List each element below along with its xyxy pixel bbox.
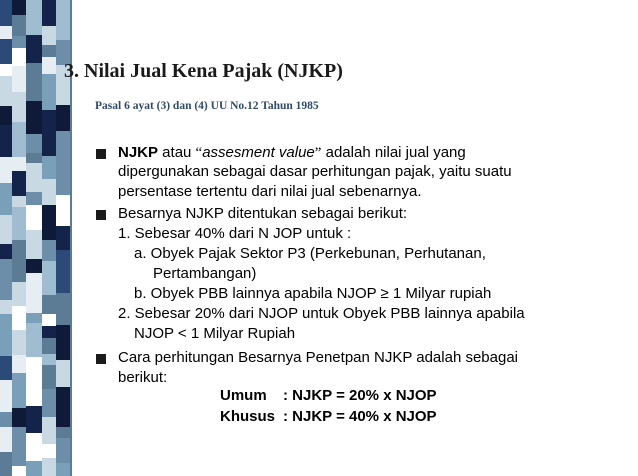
mosaic-tile xyxy=(42,57,56,74)
slide-title: 3. Nilai Jual Kena Pajak (NJKP) xyxy=(64,60,343,82)
mosaic-tile xyxy=(0,157,12,183)
mosaic-tile xyxy=(42,125,56,156)
mosaic-tile xyxy=(42,179,56,205)
mosaic-tile xyxy=(56,167,70,195)
mosaic-tile xyxy=(42,389,56,417)
mosaic-tile xyxy=(26,35,42,63)
mosaic-tile xyxy=(12,157,26,171)
square-bullet-icon xyxy=(95,148,107,160)
mosaic-tile xyxy=(42,295,56,314)
mosaic-tile xyxy=(12,36,26,48)
mosaic-tile xyxy=(12,330,26,355)
mosaic-tile xyxy=(0,356,12,380)
mosaic-tile xyxy=(42,156,56,179)
mosaic-tile xyxy=(26,461,42,476)
mosaic-tile xyxy=(0,106,12,125)
mosaic-tile xyxy=(12,122,26,157)
mosaic-tile xyxy=(56,325,70,360)
mosaic-tile xyxy=(26,153,42,163)
mosaic-tile xyxy=(56,293,70,325)
mosaic-tile xyxy=(56,195,70,226)
mosaic-tile xyxy=(26,84,42,101)
mosaic-tile xyxy=(56,226,70,250)
mosaic-tile xyxy=(12,196,26,207)
mosaic-tile xyxy=(26,163,42,192)
bullet-1-line-3: persentase tertentu dari nilai jual sebenarnya. xyxy=(118,183,422,200)
mosaic-tile xyxy=(26,421,42,433)
khusus-label: Khusus xyxy=(220,408,276,425)
bullet-1-line-1 xyxy=(118,143,466,163)
mosaic-tile xyxy=(26,101,42,134)
mosaic-tile xyxy=(12,408,26,427)
mosaic-tile xyxy=(42,444,56,458)
mosaic-tile xyxy=(0,125,12,157)
mosaic-tile xyxy=(12,373,26,408)
mosaic-tile xyxy=(12,207,26,240)
mosaic-tile xyxy=(42,26,56,45)
mosaic-tile xyxy=(56,360,70,387)
bullet-2-item-2-line-2: NJOP < 1 Milyar Rupiah xyxy=(134,325,296,342)
mosaic-tile xyxy=(56,427,70,438)
mosaic-tile xyxy=(26,134,42,153)
mosaic-tile xyxy=(56,0,70,40)
mosaic-tile xyxy=(42,240,56,261)
mosaic-tile xyxy=(56,250,70,293)
mosaic-tile xyxy=(42,205,56,215)
mosaic-tile xyxy=(0,300,12,314)
atau-text: atau xyxy=(158,144,196,161)
mosaic-tile xyxy=(42,0,56,26)
umum-label: Umum xyxy=(220,387,267,404)
mosaic-tile xyxy=(26,259,42,273)
mosaic-tile xyxy=(12,355,26,373)
mosaic-tile xyxy=(42,45,56,57)
mosaic-tile xyxy=(42,314,56,326)
mosaic-tile xyxy=(0,427,12,452)
njkp-term: NJKP xyxy=(118,144,159,161)
bullet-2-item-1a-line-1: a. Obyek Pajak Sektor P3 (Perkebunan, Perhutanan, xyxy=(134,245,486,262)
assessment-value-term: assesment value xyxy=(202,144,315,161)
mosaic-tile xyxy=(12,0,26,15)
mosaic-tile xyxy=(0,452,12,476)
mosaic-tile xyxy=(26,192,42,205)
bullet-3-line-2: berikut: xyxy=(118,369,168,386)
mosaic-tile xyxy=(42,354,56,365)
mosaic-tile xyxy=(26,273,42,313)
mosaic-tile xyxy=(12,306,26,330)
bullet-2-item-1: 1. Sebesar 40% dari N JOP untuk : xyxy=(118,225,352,242)
mosaic-tile xyxy=(12,466,26,476)
mosaic-tile xyxy=(56,105,70,131)
mosaic-tile xyxy=(26,389,42,406)
mosaic-tile xyxy=(26,205,42,230)
mosaic-tile xyxy=(26,0,42,35)
bullet-2-item-1b: b. Obyek PBB lainnya apabila NJOP ≥ 1 Milyar rupiah xyxy=(134,285,492,302)
mosaic-tile xyxy=(12,48,26,66)
mosaic-tile xyxy=(0,76,12,106)
decorative-mosaic xyxy=(0,0,70,476)
mosaic-tile xyxy=(26,406,42,421)
mosaic-tile xyxy=(42,74,56,110)
mosaic-tile xyxy=(26,313,42,323)
slide-subtitle: Pasal 6 ayat (3) dan (4) UU No.12 Tahun 1985 xyxy=(95,100,319,112)
mosaic-tile xyxy=(42,110,56,125)
bullet-2-intro: Besarnya NJKP ditentukan sebagai berikut: xyxy=(118,205,408,222)
mosaic-tile xyxy=(0,39,12,64)
mosaic-tile xyxy=(12,66,26,92)
square-bullet-icon xyxy=(95,353,107,365)
square-bullet-icon xyxy=(95,209,107,221)
mosaic-tile xyxy=(26,230,42,259)
mosaic-tile xyxy=(26,63,42,84)
mosaic-tile xyxy=(26,357,42,389)
mosaic-tile xyxy=(0,259,12,300)
bullet-1-line-2: dipergunakan sebagai dasar perhitungan pajak, yaitu suatu xyxy=(118,163,512,180)
mosaic-tile xyxy=(12,240,26,282)
bullet-2-item-1a-line-2: Pertambangan) xyxy=(153,265,257,282)
mosaic-tile xyxy=(12,92,26,122)
mosaic-tile xyxy=(56,387,70,427)
mosaic-tile xyxy=(0,215,12,244)
mosaic-tile xyxy=(12,427,26,466)
mosaic-tile xyxy=(42,365,56,389)
mosaic-tile xyxy=(26,433,42,461)
khusus-formula: : NJKP = 40% x NJOP xyxy=(283,408,437,425)
mosaic-tile xyxy=(56,131,70,167)
mosaic-tile xyxy=(0,183,12,215)
mosaic-tile xyxy=(42,417,56,444)
bullet-2-item-2-line-1: 2. Sebesar 20% dari NJOP untuk Obyek PBB lainnya apabila xyxy=(118,305,525,322)
open-quote: “ xyxy=(195,145,203,161)
umum-formula: : NJKP = 20% x NJOP xyxy=(283,387,437,404)
mosaic-tile xyxy=(12,282,26,306)
mosaic-tile xyxy=(12,171,26,196)
close-quote: ” xyxy=(314,145,322,161)
mosaic-tile xyxy=(42,215,56,240)
mosaic-tile xyxy=(0,244,12,259)
mosaic-tile xyxy=(12,15,26,36)
mosaic-tile xyxy=(0,412,12,427)
mosaic-tile xyxy=(42,261,56,295)
mosaic-tile xyxy=(56,463,70,476)
mosaic-tile xyxy=(0,314,12,356)
mosaic-tile xyxy=(0,26,12,39)
bullet-3-line-1: Cara perhitungan Besarnya Penetpan NJKP adalah sebagai xyxy=(118,349,519,366)
mosaic-tile xyxy=(56,438,70,463)
mosaic-tile xyxy=(42,458,56,476)
mosaic-tile xyxy=(42,338,56,354)
bullet-1-line-1-rest: adalah nilai jual yang xyxy=(321,144,466,161)
mosaic-tile xyxy=(42,326,56,338)
mosaic-tile xyxy=(26,323,42,357)
mosaic-tile xyxy=(0,0,12,26)
mosaic-tile xyxy=(0,64,12,76)
mosaic-tile xyxy=(0,380,12,412)
